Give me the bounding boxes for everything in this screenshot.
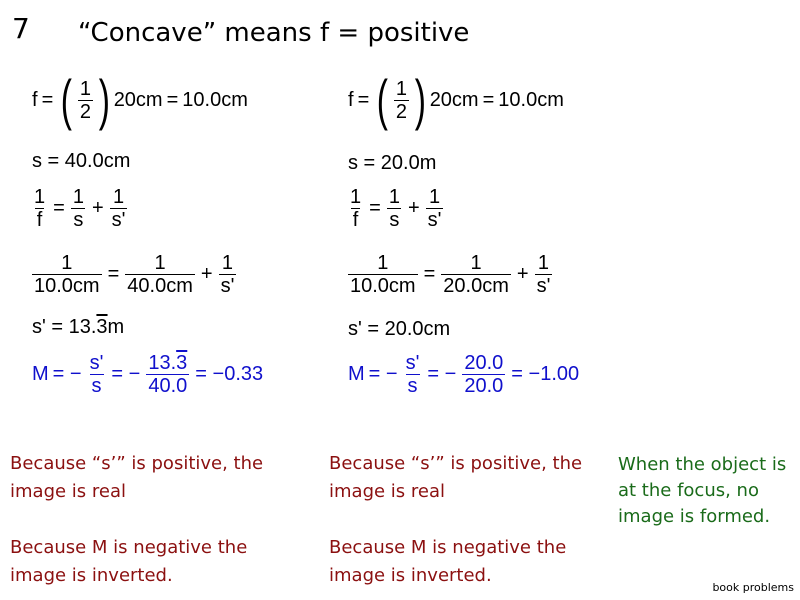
left-s-prime-repeating: 3 (96, 316, 108, 338)
left-focal-equals: = (41, 89, 54, 111)
right-lens-a-num: 1 (388, 186, 400, 208)
focus-note: When the object is at the focus, no image is formed. (618, 454, 787, 527)
right-lens-lhs (348, 186, 363, 231)
right-focal-half-num: 1 (395, 78, 408, 100)
right-note-real: Because “s’” is positive, the image is real (329, 453, 583, 502)
right-sub-b (535, 252, 553, 297)
left-sub-b-den: s' (220, 275, 235, 297)
right-lens-lhs-den: f (352, 209, 359, 231)
left-lens-lhs-num: 1 (34, 186, 46, 208)
left-focal-equals2: = (166, 89, 179, 111)
right-mag-eq1: = − (368, 363, 398, 385)
right-lens-b (426, 186, 444, 231)
left-mag-b-num-pre: 13. (148, 352, 177, 374)
right-sub-lhs-den: 10.0cm (350, 275, 416, 297)
left-note-real: Because “s’” is positive, the image is real (10, 453, 264, 502)
left-s-prime-prefix: s' = 13. (32, 316, 97, 338)
left-lens-a-num: 1 (72, 186, 84, 208)
left-sub-a-den: 40.0cm (127, 275, 193, 297)
left-sub-lhs (32, 252, 102, 297)
left-lens-a-den: s (73, 209, 84, 231)
left-mag-a-den: s (91, 375, 102, 397)
left-lens-lhs (32, 186, 47, 231)
left-s-line: s = 40.0cm (32, 150, 131, 172)
footer-label: book problems (712, 581, 794, 594)
right-lens-plus: + (407, 197, 420, 219)
right-focal-equation (348, 68, 564, 132)
right-mag-a (404, 352, 422, 397)
left-mag-eq2: = − (111, 363, 141, 385)
left-lens-equation (30, 186, 129, 231)
left-s-prime-suffix: m (107, 316, 125, 338)
right-s-line: s = 20.0m (348, 152, 437, 174)
right-sub-a-num: 1 (470, 252, 482, 274)
right-sub-lhs-num: 1 (377, 252, 389, 274)
right-lens-equation (346, 186, 445, 231)
right-sub-b-num: 1 (537, 252, 550, 274)
left-mag-a (88, 352, 106, 397)
left-lens-b-den: s' (111, 209, 126, 231)
right-focal-equals: = (357, 89, 370, 111)
right-focal-equals2: = (482, 89, 495, 111)
right-substituted-equation (346, 252, 554, 297)
right-mag-eq2: = − (427, 363, 457, 385)
left-mag-eq1: = − (52, 363, 82, 385)
right-lens-lhs-num: 1 (350, 186, 362, 208)
right-sub-a-den: 20.0cm (443, 275, 509, 297)
right-focal-paren-close: ) (414, 68, 426, 132)
left-sub-a-num: 1 (154, 252, 166, 274)
slide-number: 7 (12, 12, 30, 45)
left-sub-a (125, 252, 195, 297)
left-mag-eq3: = −0.33 (195, 363, 264, 385)
left-lens-lhs-den: f (36, 209, 43, 231)
left-focal-rest: 20cm (113, 89, 163, 111)
left-lens-b-num: 1 (112, 186, 125, 208)
left-focal-paren-close: ) (98, 68, 110, 132)
left-lens-b (110, 186, 128, 231)
right-focal-f: f (348, 89, 354, 111)
left-note-inverted: Because M is negative the image is inverted. (10, 537, 248, 586)
right-focal-half-den: 2 (395, 101, 408, 123)
right-focal-rest: 20cm (429, 89, 479, 111)
left-mag-b-den: 40.0 (148, 375, 188, 397)
left-focal-result: 10.0cm (182, 89, 248, 111)
right-focal-half (394, 78, 409, 123)
left-focal-f: f (32, 89, 38, 111)
left-sub-b (219, 252, 237, 297)
left-lens-equals: = (53, 197, 65, 219)
left-focal-half-num: 1 (79, 78, 92, 100)
right-sub-lhs (348, 252, 418, 297)
left-mag-M: M (32, 363, 49, 385)
right-mag-M: M (348, 363, 365, 385)
right-sub-equals: = (423, 263, 436, 285)
right-mag-a-num: s' (405, 352, 420, 374)
right-mag-a-den: s (407, 375, 418, 397)
right-focal-paren-open: ( (376, 68, 389, 132)
left-sub-b-num: 1 (221, 252, 234, 274)
left-mag-b-num-repeating: 3 (176, 352, 188, 374)
left-focal-paren-open: ( (60, 68, 73, 132)
right-mag-b (462, 352, 505, 397)
left-sub-plus: + (200, 263, 213, 285)
right-lens-a-den: s (389, 209, 400, 231)
left-substituted-equation (30, 252, 238, 297)
left-sub-equals: = (107, 263, 120, 285)
right-sub-plus: + (516, 263, 529, 285)
left-sub-lhs-num: 1 (61, 252, 73, 274)
left-sub-lhs-den: 10.0cm (34, 275, 100, 297)
right-lens-a (387, 186, 402, 231)
right-mag-eq3: = −1.00 (511, 363, 580, 385)
right-lens-equals: = (369, 197, 381, 219)
right-mag-b-num: 20.0 (464, 352, 504, 374)
right-sub-b-den: s' (536, 275, 551, 297)
right-mag-b-den: 20.0 (464, 375, 504, 397)
right-sub-a (441, 252, 511, 297)
left-focal-half (78, 78, 93, 123)
left-focal-half-den: 2 (79, 101, 92, 123)
slide-title: “Concave” means f = positive (78, 18, 470, 48)
left-lens-plus: + (91, 197, 104, 219)
left-mag-a-num: s' (89, 352, 104, 374)
right-note-inverted: Because M is negative the image is inverted. (329, 537, 567, 586)
left-lens-a (71, 186, 86, 231)
left-magnification (32, 352, 267, 397)
left-mag-b (146, 352, 189, 397)
right-lens-b-den: s' (427, 209, 442, 231)
left-mag-b-num (146, 352, 189, 374)
right-lens-b-num: 1 (428, 186, 441, 208)
right-s-prime: s' = 20.0cm (348, 318, 451, 340)
left-focal-equation (32, 68, 248, 132)
right-focal-result: 10.0cm (498, 89, 564, 111)
left-s-prime (32, 316, 124, 339)
right-magnification (348, 352, 583, 397)
